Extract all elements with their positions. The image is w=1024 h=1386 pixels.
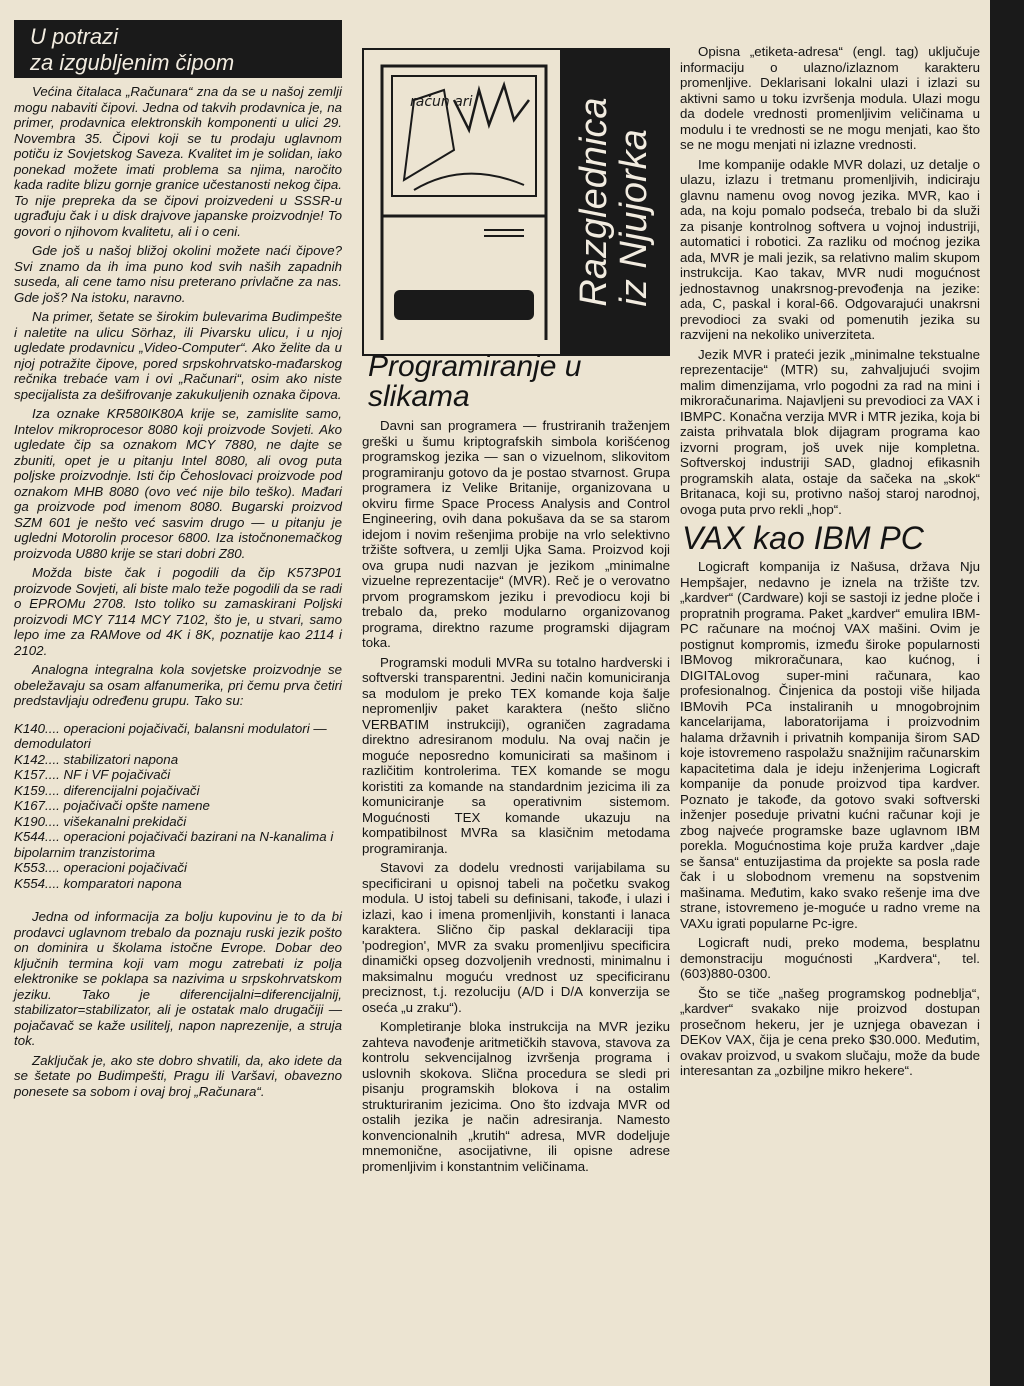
computer-illustration (374, 60, 554, 340)
column-header-box (362, 48, 670, 356)
paragraph: Davni san programera — frustriranih traženjem greški u šumu kriptografskih simbola korišćenog programskog jezika — san o vizuelnom, slikovitom programiranju gotovo da je postao stvarnost. Grupa programera iz Velike Britanije, organizovana u okviru firme Space Process Analysis and Control Engineering, ovih dana pokušava da se sa starom idejom i novim rešenjima probije na vrlo selektivno tržište softvera, u zemlji Ujka Sama. Proizvod koji ova grupa nudi nazvan je jezikom „minimalne vizuelne reprezentacije“ (MVR). Reč je o verovatno prvom programskom jeziku i prevodiocu koji bi trebalo da, preko modularno organizovanog programa, direktno razume programski dijagram toka. (362, 418, 670, 650)
column-title-bar (560, 50, 668, 354)
paragraph: Ime kompanije odakle MVR dolazi, uz detalje o ulazu, izlazu i tretmanu promenljivih, indiciraju glavnu namenu ovog novog jezika. MVR, kao i ada, na koju pomalo podseća, trebalo bi da služi za pisanje kontrolnog softvera u vojnoj industriji, automatici i robotici. Za razliku od moćnog jezika ada, MVR je mali jezik, sa relativno malim skupom instrukcija. Kao takav, MVR nudi mogućnost jednostavnog unakrsnog-prevođenja na jezike: ada, C, paskal i koral-66. Odgovarajući unakrsni prevodioci za svaki od pomenutih jezika su razvijeni na nekoliko univerziteta. (680, 156, 980, 342)
illus-label: račun ari (410, 94, 473, 110)
chip-code-list (14, 721, 342, 892)
paragraph: Možda biste čak i pogodili da čip K573P01 proizvode Sovjeti, ali biste malo teže pogodili da se radi o EPROMu 2708. Isto toliko su zamaskirani Poljski proizvodi MCY 7114 MCY 7102, što je, u stvari, samo lepo ime za RAMove od 4K i 8K, poznatije kao 2114 i 2102. (14, 565, 342, 658)
left-article-body (14, 84, 342, 1103)
vertical-title-line-1: Razglednica (573, 97, 615, 307)
paragraph: Analogna integralna kola sovjetske proizvodnje se obeležavaju sa osam alfanumerika, pri čemu prva četiri predstavljaju određenu grupu. Tako su: (14, 662, 342, 708)
paragraph: Što se tiče „našeg programskog podneblja“, „kardver“ svakako nije proizvod dostupan prosečnom hekeru, jer je uznjega obavezan i DEKov VAX, čija je cena preko $30.000. Međutim, ovakav proizvod, u svakom slučaju, može da bude interesantan za „ozbiljne mikro hekere“. (680, 985, 980, 1078)
paragraph: Kompletiranje bloka instrukcija na MVR jeziku zahteva navođenje aritmetičkih stavova, stavova za kontrolu sekvencijalnog izvršenja programa i uslovnih skokova. Slična procedura se sledi pri pisanju programskih blokova i na ostalim strukturiranim jezicima. Ono što izdvaja MVR od ostalih jezika je način adresiranja. Namesto konvencionalnih „krutih“ adresa, MVR dodeljuje mnemonične, asocijativne, ili opisne adrese promenljivim i konstantnim veličinama. (362, 1019, 670, 1174)
paragraph: Opisna „etiketa-adresa“ (engl. tag) uključuje informaciju o ulazno/izlaznom karakteru promenljive. Deklarisani lokalni ulazi i izlazi su aktivni samo u toku izvršenja modula. Ulazi mogu da dodele vrednosti promenljivim veličinama u modulu i te vrednosti se ne mogu menjati, kao što se ne mogu menjati ni izlazne vrednosti. (680, 44, 980, 152)
paragraph: Jedna od informacija za bolju kupovinu je to da bi prodavci uglavnom trebalo da poznaju ruski jezik pošto on dominira u školama istočne Evrope. Dobar deo ključnih termina koji vam mogu zatrebati iz polja elektronike se poklapa sa nazivima u srpskohrvatskom jeziku. Tako je diferencijalni=diferencijalnij, stabilizator=stabilizator, ali je ostatak malo drugačiji — pojačavač se kaže usilitelj, napon naprezenije, a struja tok. (14, 909, 342, 1048)
middle-article (362, 352, 670, 1178)
right-article-title: VAX kao IBM PC (682, 520, 924, 556)
paragraph: Jezik MVR i prateći jezik „minimalne tekstualne reprezentacije“ (MTR) su, zahvaljujući svojim malim dimenzijama, vrlo pogodni za rad na mini i mikroračunarima. Najavljeni su prevodioci za VAX i IBMPC. Konačna verzija MVR i MTR jezika, koja bi zaista prihvatala blok dijagram programa kao izvorni program, još uvek nije kompletna. Softverskoj industriji SAD, gladnoj efikasnih programskih alata, ostaje da sačeka na „skok“ Britanaca, koji su, protivno našoj staroj narodnoj, ovoga puta prvo rekli „hop“. (680, 346, 981, 517)
paragraph: Većina čitalaca „Računara“ zna da se u našoj zemlji mogu nabaviti čipovi. Jedna od takvih prodavnica je, na primer, prodavnica elektronskih komponenti u ulici 29. Novembra 35. Čipovi koji se tu prodaju uglavnom potiču iz Sovjetskog Saveza. Kvalitet im je solidan, iako ponekad možete imati problema sa njima, naročito kada radite blizu gornje granice učestanosti nekog čipa. To nije prepreka da se čipovi proizvedeni u SSSR-u ugrađuju čak i u disk drajvove japanske proizvodnje! To govori o njihovom kvalitetu, ali i o ceni. (14, 84, 342, 239)
left-article-title (14, 20, 342, 78)
column-title-vertical (574, 97, 654, 306)
right-article (680, 44, 980, 1083)
paragraph: Logicraft kompanija iz Našusa, država Nju Hempšajer, nedavno je iznela na tržište tzv. „kardver“ (Cardware) koji se sastoji iz jedne ploče i propratnih programa. Paket „kardver“ emulira IBM-PC računare na moćnoj VAX mašini. Ovim je postignut kompromis, između široke popularnosti IBMovog mikroračunara, kao kućnog, i DIGITALovog super-mini računara, kao profesionalnog. Činjenica da postoji više hiljada IBMovih PCa instaliranih u mnogobrojnim kancelarijama, laboratorijama i proizvodnim halama državnih i privatnih kompanija širom SAD koje istovremeno raspolažu snažnijim računarskim kapacitetima dala je ideju inženjerima Logicraft kompanije da ponude proizvod tipa kardver. Poznato je takođe, da gotovo svaki softverski inženjer poseduje privatni kućni računar koji je zbog najveće programske baze uglavnom IBM porekla. Mogućnostima koje pruža kardver „daje se šansa“ entuzijastima da projekte sa posla rade čak i u slobodnom vremenu na sopstvenim mašinama. Međutim, kako svako rešenje ima dve strane, istovremeno je-moguće u radno vreme na VAXu igrati popularne Pc-igre. (680, 559, 980, 931)
list-item: K159.... diferencijalni pojačivači (14, 782, 200, 798)
paragraph: Programski moduli MVRa su totalno hardverski i softverski transparentni. Jedini način komuniciranja sa modulom je preko TEX komande koja šalje nepromenljiv paket karaktera (nešto slično VERBATIM instrukciji), ograničen zagradama direktno adresiranom modulu. Na ovaj način je moguće neposredno komunicirati sa mašinom i različitim kontrolerima. TEX komande se mogu koristiti za komande na standardnim jezicima ili za komuniciranje sa operativnim sistemom. Mogućnosti TEX komande ukazuju na kompatibilnost MVRa sa klasičnim metodama programiranja. (362, 654, 670, 856)
list-item: K544.... operacioni pojačivači bazirani na N-kanalima i bipolarnim tranzistorima (14, 829, 334, 860)
list-item: K142.... stabilizatori napona (14, 751, 179, 767)
paragraph: Na primer, šetate se širokim bulevarima Budimpešte i naletite na ulicu Sörhaz, ili Pivarsku ulicu, i u njoj ugledate prodavnicu „Video-Computer“. Ako želite da u njoj potražite čipove, pored srpskohrvatsko-mađarskog rečnika trebaće vam i ovi „Računari“, osim ako niste specijalista za dešifrovanje zakukuljenih oznaka čipova. (14, 309, 342, 402)
list-item: K140.... operacioni pojačivači, balansni modulatori — demodulatori (14, 720, 327, 751)
vertical-title-line-2: iz Njujorka (613, 129, 655, 307)
middle-article-title: Programiranje u slikama (368, 350, 582, 413)
list-item: K553.... operacioni pojačivači (14, 860, 187, 875)
paragraph: Iza oznake KR580IK80A krije se, zamislite samo, Intelov mikroprocesor 8080 koji proizvode Sovjeti. Ako ugledate čip sa oznakom MCY 7880, ne dajte se zbuniti, opet je u pitanju Intel 8080, ali ovog puta poljske proizvodnje. Isti čip Čehoslovaci proizvode pod oznakom MHB 8080 (ovo već nije bilo teško). Mađari ga proizvode pod imenom 8080. Bugarski proizvod SZM 601 je nešto već sasvim drugo — u pitanju je ugledni Motorolin procesor 6800. Iza istočnonemačkog proizvoda U880 krije se stari dobri Z80. (14, 406, 342, 561)
paragraph: Gde još u našoj bližoj okolini možete naći čipove? Svi znamo da ih ima puno kod svih naših zapadnih suseda, ali cene tamo nisu preterano privlačne za nas. Gde još? Na istoku, naravno. (14, 243, 342, 305)
paragraph: Stavovi za dodelu vrednosti varijabilama su specificirani u opisnoj tabeli na početku svakog modula. U istoj tabeli su definisani, takođe, i ulazi i izlazi, kao i imena promenljivih, konstanti i lanaca karaktera. Slično čip paskal deklaraciji tipa 'podregion', MVR za svaku promenljivu specificira dinamički opseg dozvoljenih vrednosti, minimalnu i maksimalnu moguću vrednost uz specificiranu preciznost, t.j. rezoluciju (A/D i D/A konverzija se oseća „u zraku“). (362, 860, 670, 1015)
title-line-2: za izgubljenim čipom (30, 50, 235, 75)
paragraph: Logicraft nudi, preko modema, besplatnu demonstraciju mogućnosti „Kardvera“, tel. (603)880-0300. (680, 935, 980, 981)
list-item: K554.... komparatori napona (14, 875, 182, 891)
paragraph: Zaključak je, ako ste dobro shvatili, da, ako idete da se šetate po Budimpešti, Pragu ili Varšavi, obavezno ponesete sa sobom i ovaj broj „Računara“. (14, 1052, 342, 1099)
list-item: K190.... višekanalni prekidači (14, 813, 187, 829)
list-item: K167.... pojačivači opšte namene (14, 798, 210, 813)
title-line-1: U potrazi (30, 24, 119, 49)
list-item: K157.... NF i VF pojačivači (14, 767, 171, 782)
page-edge-strip (990, 0, 1024, 1386)
